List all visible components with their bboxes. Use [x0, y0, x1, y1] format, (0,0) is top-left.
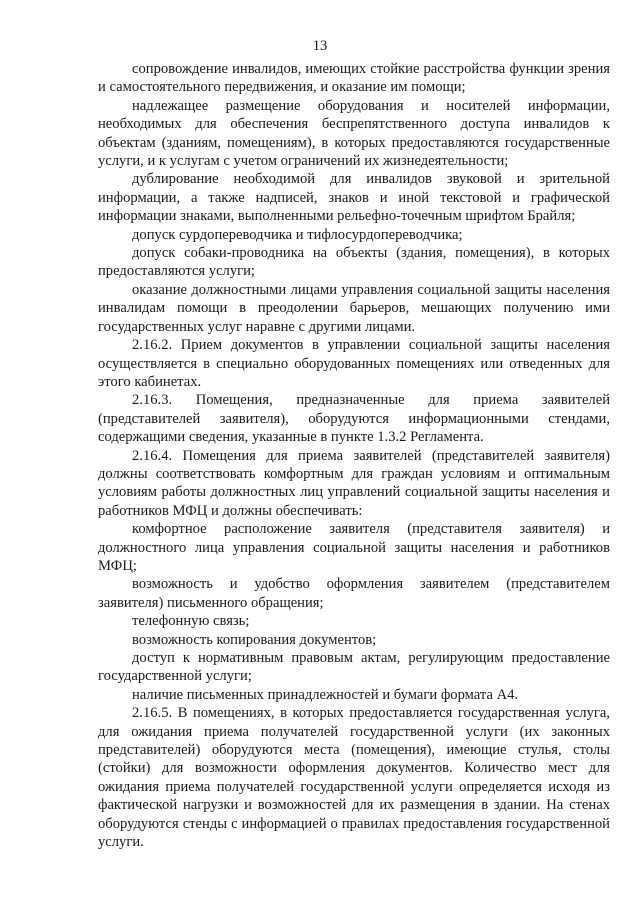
paragraph: дублирование необходимой для инвалидов звуковой и зрительной информации, а также надписей, знаков и иной текстовой и графической информации знаками, выполненными рельефно-точечным шрифтом Брайля; — [98, 171, 610, 225]
section-2-16-4: 2.16.4. Помещения для приема заявителей (представителей заявителя) должны соответствовать комфортным для граждан условиям и оптимальным условиям работы должностных лиц управлений социальной защиты населения и работников МФЦ и должны обеспечивать: — [98, 447, 610, 519]
body-text — [98, 60, 610, 851]
paragraph: надлежащее размещение оборудования и носителей информации, необходимых для обеспечения беспрепятственного доступа инвалидов к объектам (зданиям, помещениям), в которых предоставляются государственные услуги, и к услугам с учетом ограничений их жизнедеятельности; — [98, 97, 610, 170]
paragraph: возможность и удобство оформления заявителем (представителем заявителя) письменного обращения; — [98, 576, 610, 611]
paragraph: сопровождение инвалидов, имеющих стойкие расстройства функции зрения и самостоятельного передвижения, и оказание им помощи; — [98, 61, 610, 96]
section-2-16-2: 2.16.2. Прием документов в управлении социальной защиты населения осуществляется в специально оборудованных помещениях или отведенных для этого кабинетах. — [98, 337, 610, 390]
paragraph: комфортное расположение заявителя (представителя заявителя) и должностного лица управления социальной защиты населения и работников МФЦ; — [98, 521, 610, 574]
paragraph: доступ к нормативным правовым актам, регулирующим предоставление государственной услуги; — [98, 650, 610, 685]
paragraph: наличие письменных принадлежностей и бумаги формата А4. — [132, 686, 519, 703]
section-2-16-3: 2.16.3. Помещения, предназначенные для приема заявителей (представителей заявителя), оборудуются информационными стендами, содержащими сведения, указанные в пункте 1.3.2 Регламента. — [98, 392, 610, 446]
page-number: 13 — [312, 38, 328, 54]
paragraph: допуск собаки-проводника на объекты (здания, помещения), в которых предоставляются услуги; — [98, 245, 610, 280]
section-2-16-5: 2.16.5. В помещениях, в которых предоставляется государственная услуга, для ожидания приема получателей государственной услуги (их законных представителей) оборудуются места (помещения), имеющие стулья, столы (стойки) для возможности оформления документов. Количество мест для ожидания приема получателей государственной услуги определяется исходя из фактической нагрузки и возможностей для их размещения в здании. На стенах оборудуются стенды с информацией о правилах предоставления государственной услуги. — [98, 705, 610, 851]
paragraph: допуск сурдопереводчика и тифлосурдопереводчика; — [132, 226, 463, 243]
paragraph: оказание должностными лицами управления социальной защиты населения инвалидам помощи в преодолении барьеров, мешающих получению ими государственных услуг наравне с другими лицами. — [98, 281, 610, 335]
paragraph: телефонную связь; — [132, 613, 250, 630]
paragraph: возможность копирования документов; — [132, 631, 377, 648]
